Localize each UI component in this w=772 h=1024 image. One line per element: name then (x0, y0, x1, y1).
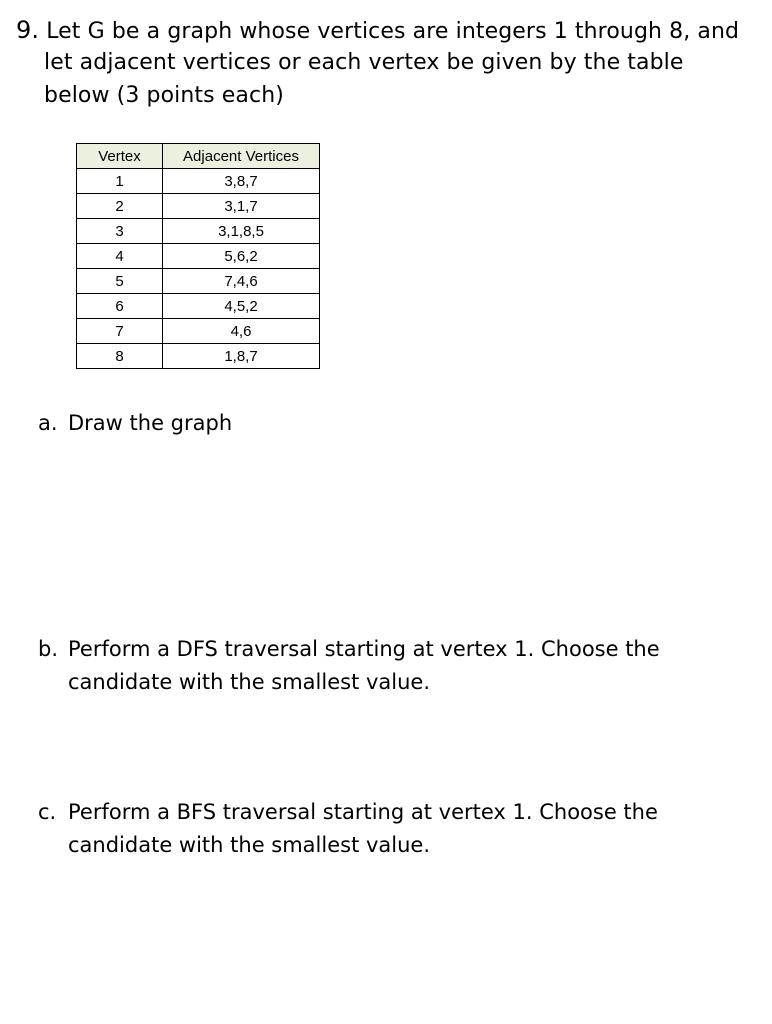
question-first-line (16, 14, 739, 48)
part-b-label: b. (38, 637, 59, 661)
vertex-cell: 4 (77, 244, 163, 269)
adjacency-table (76, 143, 320, 369)
vertex-cell: 5 (77, 269, 163, 294)
vertex-cell: 6 (77, 294, 163, 319)
vertex-cell: 2 (77, 194, 163, 219)
part-a-label: a. (38, 411, 58, 435)
part-c-label: c. (38, 800, 57, 824)
part-c-text-line-1: Perform a BFS traversal starting at vertex 1. Choose the (68, 800, 658, 824)
adjacent-cell: 4,6 (163, 319, 320, 344)
table-row (77, 269, 320, 294)
adjacent-cell: 1,8,7 (163, 344, 320, 369)
table-row (77, 244, 320, 269)
question-text-line-1: Let G be a graph whose vertices are integers 1 through 8, and (46, 19, 740, 44)
part-b-text-line-2: candidate with the smallest value. (68, 670, 431, 694)
table-row (77, 344, 320, 369)
question-text-line-3: below (3 points each) (44, 83, 284, 108)
part-a-text-line-1: Draw the graph (68, 411, 233, 435)
table-row (77, 319, 320, 344)
question-text-line-2: let adjacent vertices or each vertex be given by the table (44, 50, 684, 75)
question-number: 9. (16, 16, 40, 44)
header-vertex: Vertex (77, 144, 163, 169)
vertex-cell: 8 (77, 344, 163, 369)
vertex-cell: 7 (77, 319, 163, 344)
adjacent-cell: 7,4,6 (163, 269, 320, 294)
adjacent-cell: 3,1,7 (163, 194, 320, 219)
adjacent-cell: 3,1,8,5 (163, 219, 320, 244)
table-header-row (77, 144, 320, 169)
table-row (77, 194, 320, 219)
table-row (77, 219, 320, 244)
table-row (77, 294, 320, 319)
part-c-text-line-2: candidate with the smallest value. (68, 833, 431, 857)
adjacent-cell: 5,6,2 (163, 244, 320, 269)
table-row (77, 169, 320, 194)
adjacent-cell: 3,8,7 (163, 169, 320, 194)
vertex-cell: 3 (77, 219, 163, 244)
header-adjacent-vertices: Adjacent Vertices (163, 144, 320, 169)
vertex-cell: 1 (77, 169, 163, 194)
adjacent-cell: 4,5,2 (163, 294, 320, 319)
part-b-text-line-1: Perform a DFS traversal starting at vertex 1. Choose the (68, 637, 660, 661)
